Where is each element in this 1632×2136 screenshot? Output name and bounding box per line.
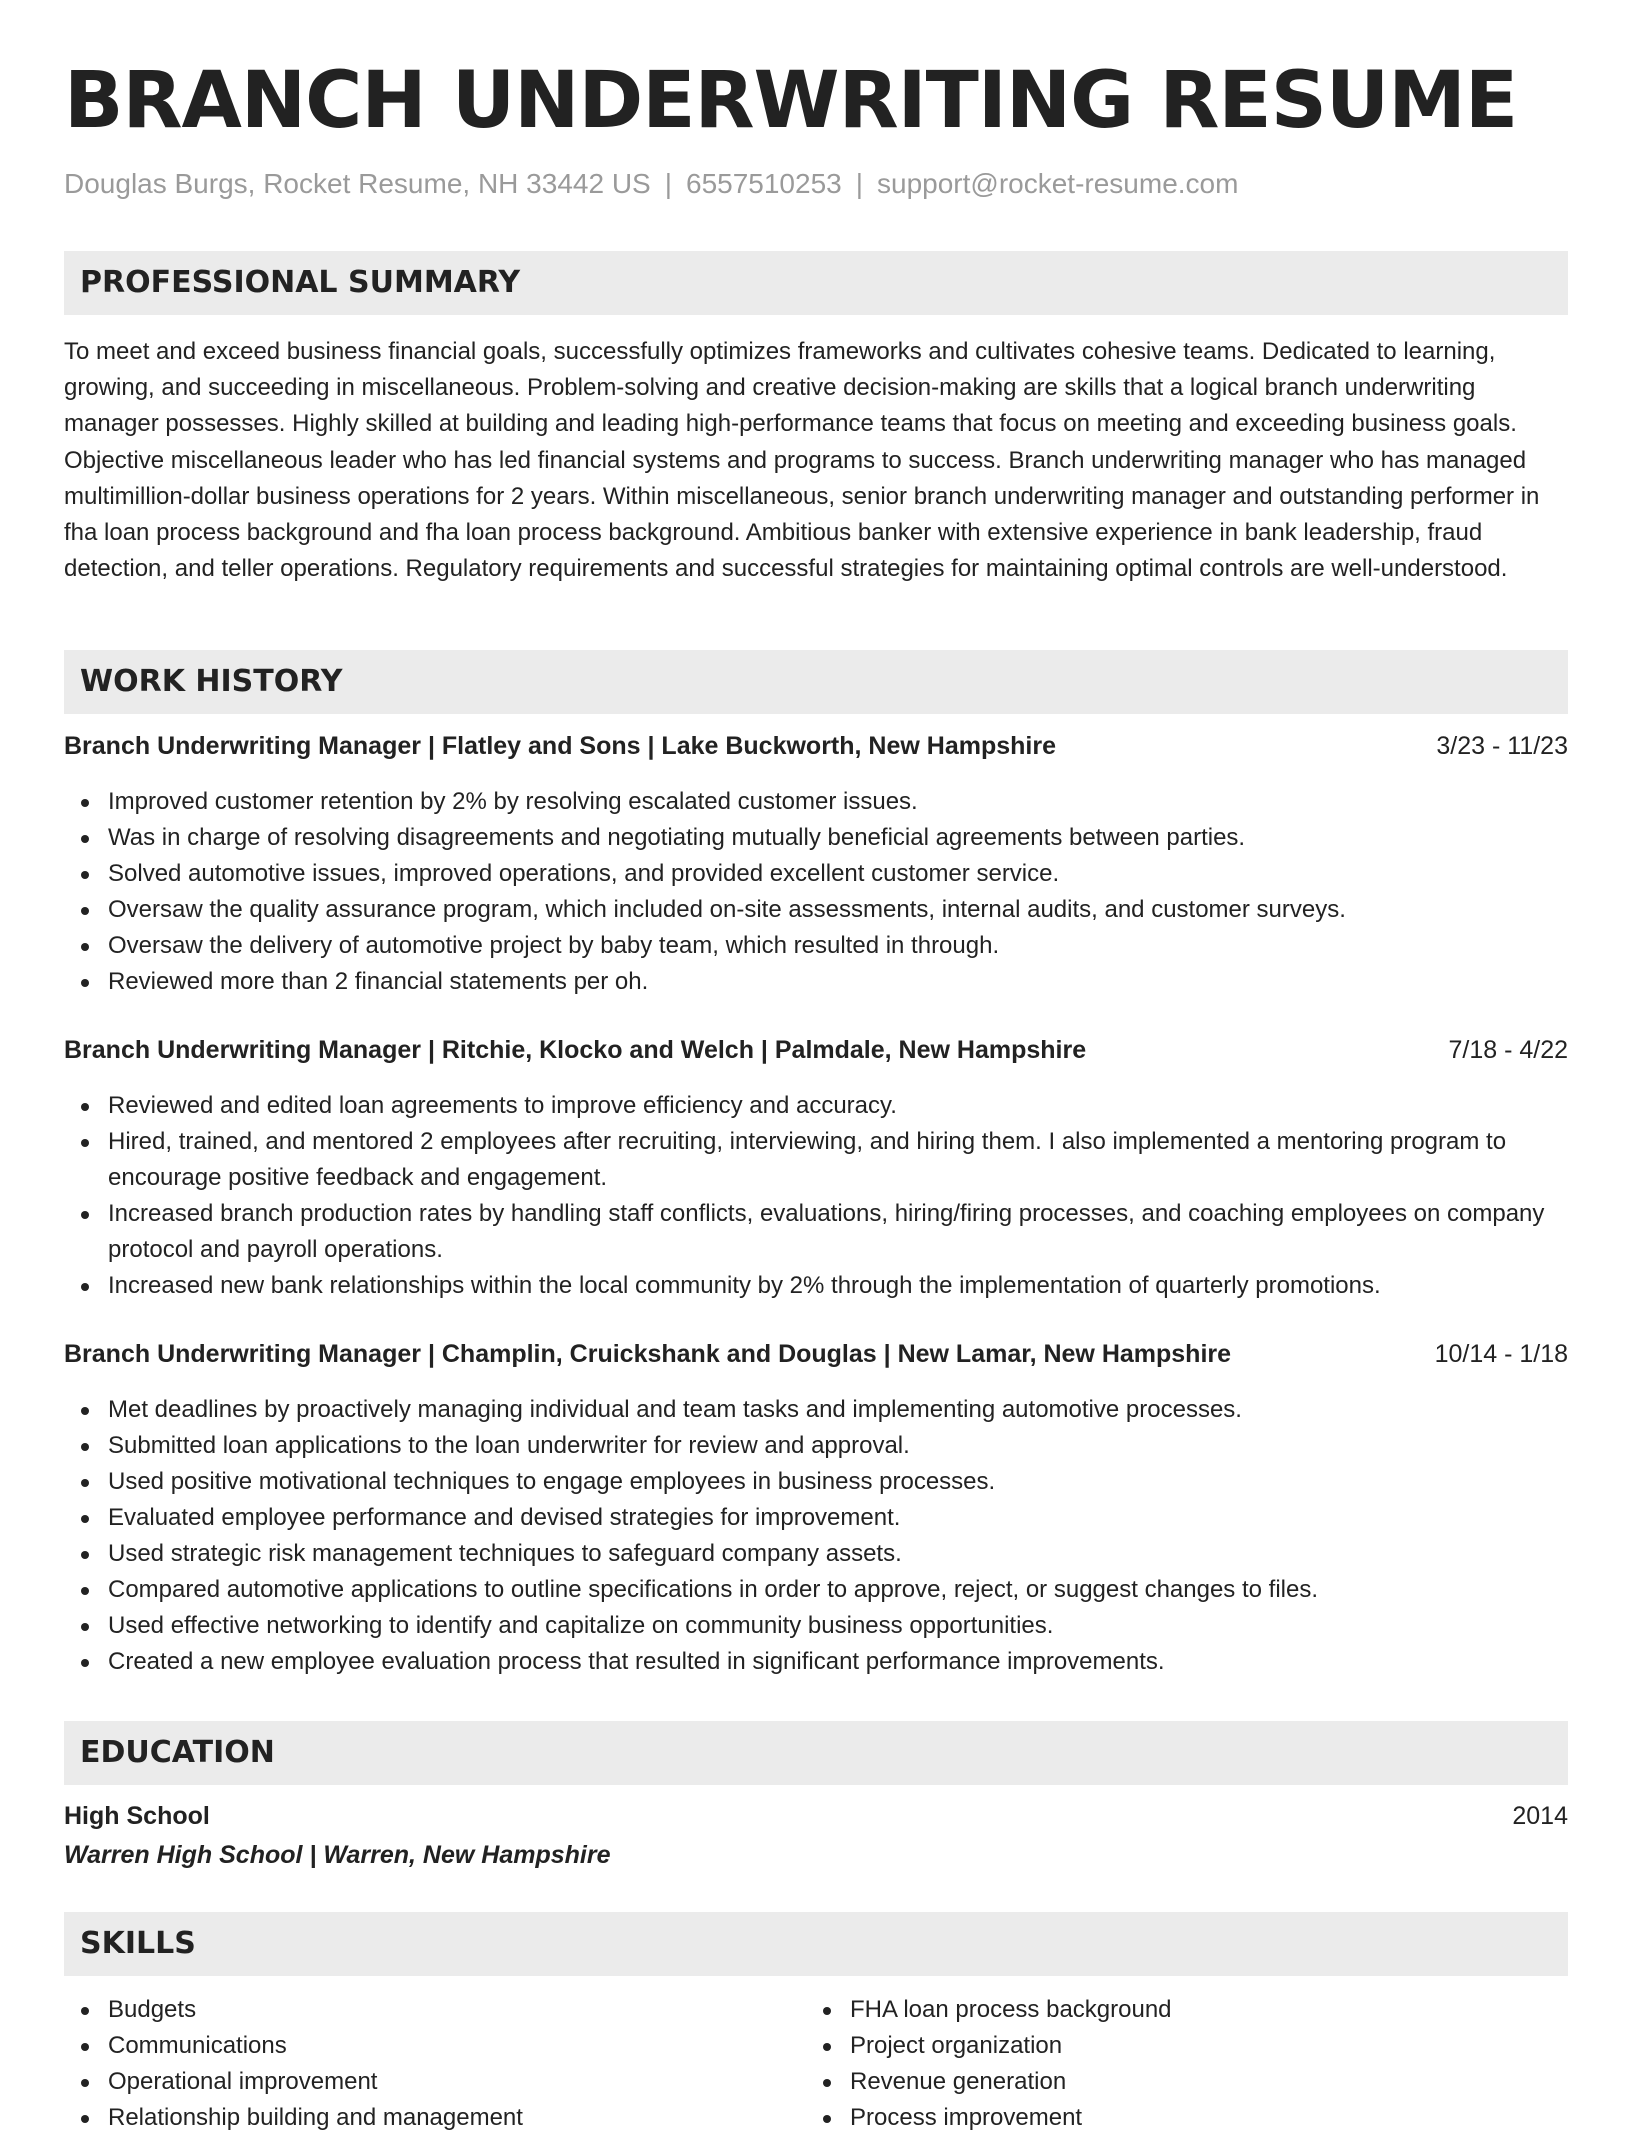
contact-address: Douglas Burgs, Rocket Resume, NH 33442 US [64, 168, 651, 199]
skill-item: Revenue generation [806, 2064, 1546, 2100]
education-entry [64, 1802, 1568, 1870]
job-header [64, 1036, 1568, 1072]
job-bullet: Submitted loan applications to the loan underwriter for review and approval. [64, 1428, 1568, 1464]
section-header-education [64, 1721, 1568, 1785]
job-bullet: Created a new employee evaluation process that resulted in significant performance improvements. [64, 1644, 1568, 1680]
job-entry [64, 732, 1568, 1000]
section-header-work-history [64, 650, 1568, 714]
job-bullet-list [64, 1088, 1568, 1304]
contact-separator: | [664, 168, 672, 199]
job-entry [64, 1340, 1568, 1680]
job-bullet-list [64, 1392, 1568, 1680]
summary-paragraph: To meet and exceed business financial goals, successfully optimizes frameworks and cultivates cohesive teams. Dedicated to learning, growing, and succeeding in miscellaneous. Problem-solving and creative decision-making are skills that a logical branch underwriting manager possesses. Highly skilled at building and leading high-performance teams that focus on meeting and exceeding business goals. Objective miscellaneous leader who has led financial systems and programs to success. Branch underwriting manager who has managed multimillion-dollar business operations for 2 years. Within miscellaneous, senior branch underwriting manager and outstanding performer in fha loan process background and fha loan process background. Ambitious banker with extensive experience in bank leadership, fraud detection, and teller operations. Regulatory requirements and successful strategies for maintaining optimal controls are well-understood. [64, 338, 1540, 583]
contact-email[interactable]: support@rocket-resume.com [877, 168, 1239, 199]
job-bullet: Used strategic risk management techniques to safeguard company assets. [64, 1536, 1568, 1572]
section-title-work-history: WORK HISTORY [80, 664, 343, 699]
job-bullet: Used effective networking to identify and capitalize on community business opportunities. [64, 1608, 1568, 1644]
job-bullet: Increased new bank relationships within the local community by 2% through the implementation of quarterly promotions. [64, 1268, 1568, 1304]
education-year: 2014 [1512, 1802, 1568, 1830]
section-title-summary: PROFESSIONAL SUMMARY [80, 265, 521, 300]
skill-item: FHA loan process background [806, 1992, 1546, 2028]
contact-phone: 6557510253 [686, 168, 842, 199]
skill-item: Project organization [806, 2028, 1546, 2064]
job-entry [64, 1036, 1568, 1304]
job-bullet: Reviewed and edited loan agreements to improve efficiency and accuracy. [64, 1088, 1568, 1124]
job-dates: 10/14 - 1/18 [1434, 1340, 1568, 1368]
section-header-summary [64, 251, 1568, 315]
skill-item: Operational improvement [64, 2064, 804, 2100]
education-degree: High School [64, 1802, 210, 1830]
skill-item: Relationship building and management [64, 2100, 804, 2136]
skills-column-left [64, 1992, 804, 2136]
skill-item: Budgets [64, 1992, 804, 2028]
job-bullet: Oversaw the delivery of automotive project by baby team, which resulted in through. [64, 928, 1568, 964]
job-title: Branch Underwriting Manager | Champlin, Cruickshank and Douglas | New Lamar, New Hampshire [64, 1340, 1232, 1368]
job-title: Branch Underwriting Manager | Ritchie, Klocko and Welch | Palmdale, New Hampshire [64, 1036, 1087, 1064]
job-bullet: Increased branch production rates by handling staff conflicts, evaluations, hiring/firing processes, and coaching employees on company protocol and payroll operations. [64, 1196, 1568, 1268]
job-header [64, 732, 1568, 768]
job-bullet-list [64, 784, 1568, 1000]
skill-item: Process improvement [806, 2100, 1546, 2136]
job-bullet: Met deadlines by proactively managing individual and team tasks and implementing automotive processes. [64, 1392, 1568, 1428]
job-bullet: Was in charge of resolving disagreements and negotiating mutually beneficial agreements between parties. [64, 820, 1568, 856]
skills-column-right [806, 1992, 1546, 2136]
job-bullet: Oversaw the quality assurance program, which included on-site assessments, internal audits, and customer surveys. [64, 892, 1568, 928]
job-bullet: Solved automotive issues, improved operations, and provided excellent customer service. [64, 856, 1568, 892]
job-dates: 3/23 - 11/23 [1436, 732, 1568, 760]
job-bullet: Evaluated employee performance and devised strategies for improvement. [64, 1500, 1568, 1536]
section-header-skills [64, 1912, 1568, 1976]
section-title-skills: SKILLS [80, 1926, 196, 1961]
contact-line [64, 168, 1238, 200]
job-header [64, 1340, 1568, 1376]
job-bullet: Hired, trained, and mentored 2 employees after recruiting, interviewing, and hiring them. I also implemented a mentoring program to encourage positive feedback and engagement. [64, 1124, 1568, 1196]
job-bullet: Reviewed more than 2 financial statements per oh. [64, 964, 1568, 1000]
skills-bullet-list [64, 1992, 804, 2136]
skill-item: Communications [64, 2028, 804, 2064]
job-bullet: Compared automotive applications to outline specifications in order to approve, reject, or suggest changes to files. [64, 1572, 1568, 1608]
contact-separator: | [855, 168, 864, 199]
resume-title: BRANCH UNDERWRITING RESUME [64, 56, 1518, 146]
education-school: Warren High School | Warren, New Hampshire [64, 1841, 611, 1869]
job-title: Branch Underwriting Manager | Flatley and Sons | Lake Buckworth, New Hampshire [64, 732, 1056, 760]
section-title-education: EDUCATION [80, 1735, 275, 1770]
job-dates: 7/18 - 4/22 [1448, 1036, 1568, 1064]
job-bullet: Improved customer retention by 2% by resolving escalated customer issues. [64, 784, 1568, 820]
job-bullet: Used positive motivational techniques to engage employees in business processes. [64, 1464, 1568, 1500]
skills-bullet-list [806, 1992, 1546, 2136]
